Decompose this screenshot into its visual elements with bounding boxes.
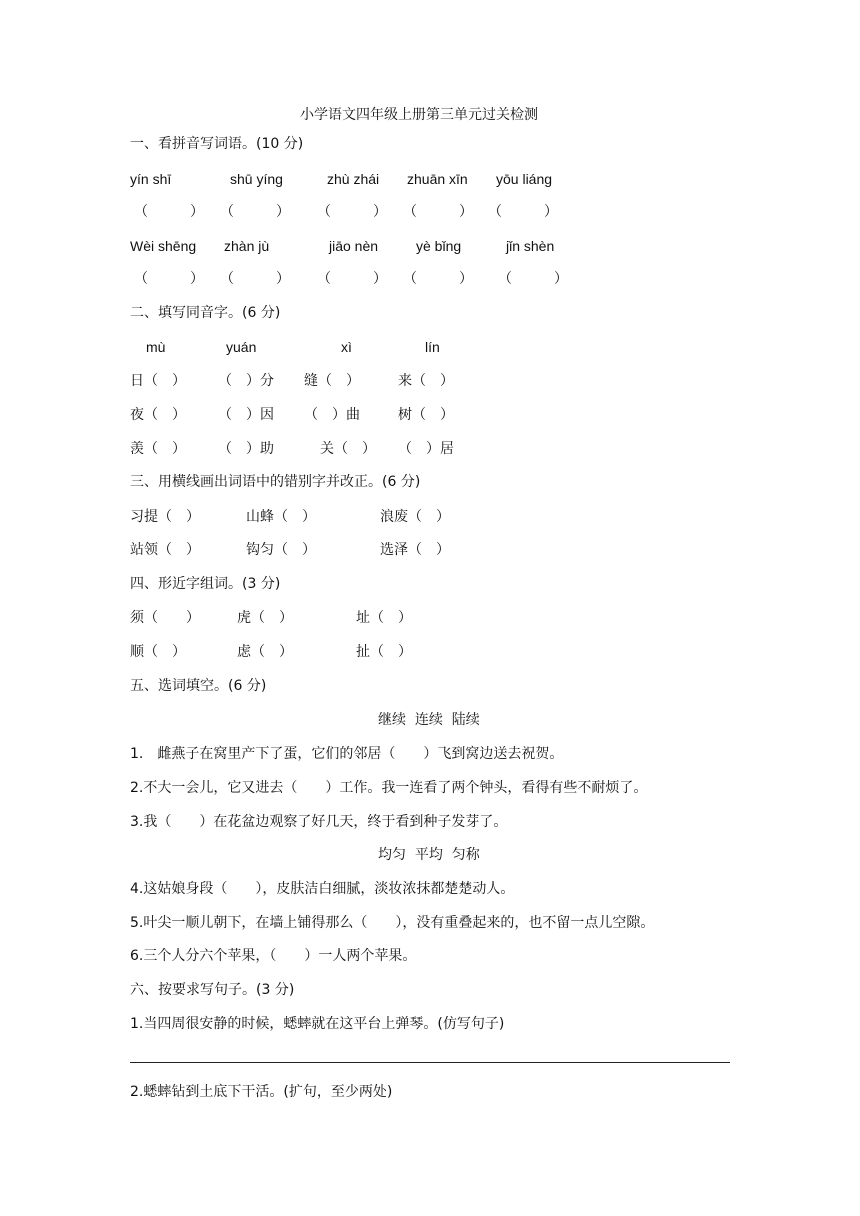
answer-blank[interactable]: （ ） xyxy=(498,271,568,287)
pinyin-item: zhuān xīn xyxy=(407,171,468,187)
similar-char-cell[interactable]: 扯（ ） xyxy=(356,644,412,660)
homophone-cell[interactable]: （ ）分 xyxy=(218,373,274,389)
sentence-question: 1.当四周很安静的时候，蟋蟀就在这平台上弹琴。(仿写句子) xyxy=(130,1016,505,1032)
fill-sentence[interactable]: 3.我（ ）在花盆边观察了好几天，终于看到种子发芽了。 xyxy=(130,814,508,830)
pinyin-item: zhàn jù xyxy=(224,238,270,254)
similar-char-cell[interactable]: 须（ ） xyxy=(130,610,200,626)
pinyin-item: zhù zhái xyxy=(327,171,380,187)
homophone-cell[interactable]: （ ）因 xyxy=(218,407,274,423)
sentence-question: 2.蟋蟀钻到土底下干活。(扩句，至少两处) xyxy=(130,1084,393,1100)
section-6-heading: 六、按要求写句子。(3 分) xyxy=(130,982,295,998)
homophone-cell[interactable]: 来（ ） xyxy=(398,373,454,389)
pinyin-item: shū yíng xyxy=(230,171,283,187)
typo-cell[interactable]: 选泽（ ） xyxy=(380,542,450,558)
answer-blank[interactable]: （ ） xyxy=(403,271,473,287)
section-1-heading: 一、看拼音写词语。(10 分) xyxy=(130,136,304,152)
pinyin-item: jǐn shèn xyxy=(506,238,555,254)
similar-char-cell[interactable]: 虎（ ） xyxy=(237,610,293,626)
homophone-cell[interactable]: 关（ ） xyxy=(320,441,376,457)
homophone-pinyin: mù xyxy=(146,339,166,355)
section-5-heading: 五、选词填空。(6 分) xyxy=(130,678,267,694)
answer-blank[interactable]: （ ） xyxy=(317,271,387,287)
typo-cell[interactable]: 站领（ ） xyxy=(130,542,200,558)
fill-sentence[interactable]: 5.叶尖一顺儿朝下，在墙上铺得那么（ ），没有重叠起来的，也不留一点儿空隙。 xyxy=(130,915,655,931)
answer-blank[interactable]: （ ） xyxy=(403,204,473,220)
pinyin-item: yín shī xyxy=(130,171,172,187)
answer-blank[interactable]: （ ） xyxy=(220,204,290,220)
typo-cell[interactable]: 习提（ ） xyxy=(130,509,200,525)
homophone-cell[interactable]: 夜（ ） xyxy=(130,407,186,423)
fill-sentence[interactable]: 6.三个人分六个苹果，（ ）一人两个苹果。 xyxy=(130,948,417,964)
fill-sentence[interactable]: 4.这姑娘身段（ ），皮肤洁白细腻，淡妆浓抹都楚楚动人。 xyxy=(130,881,515,897)
pinyin-item: yè bǐng xyxy=(416,238,462,254)
homophone-cell[interactable]: 日（ ） xyxy=(130,373,186,389)
homophone-cell[interactable]: 缝（ ） xyxy=(304,373,360,389)
pinyin-item: jiāo nèn xyxy=(329,238,379,254)
homophone-cell[interactable]: （ ）曲 xyxy=(304,407,360,423)
typo-cell[interactable]: 浪废（ ） xyxy=(380,509,450,525)
answer-blank[interactable]: （ ） xyxy=(317,204,387,220)
homophone-cell[interactable]: 羡（ ） xyxy=(130,441,186,457)
homophone-pinyin: lín xyxy=(425,339,440,355)
typo-cell[interactable]: 山蜂（ ） xyxy=(246,509,316,525)
pinyin-item: yōu liáng xyxy=(496,171,553,187)
answer-blank[interactable]: （ ） xyxy=(488,204,558,220)
homophone-pinyin: xì xyxy=(341,339,352,355)
homophone-cell[interactable]: （ ）助 xyxy=(218,441,274,457)
word-choice-group: 均匀 平均 匀称 xyxy=(378,847,480,863)
word-choice-group: 继续 连续 陆续 xyxy=(378,712,480,728)
similar-char-cell[interactable]: 顺（ ） xyxy=(130,644,186,660)
similar-char-cell[interactable]: 虑（ ） xyxy=(237,644,293,660)
fill-sentence[interactable]: 2.不大一会儿，它又进去（ ）工作。我一连看了两个钟头，看得有些不耐烦了。 xyxy=(130,780,648,796)
similar-char-cell[interactable]: 址（ ） xyxy=(356,610,412,626)
fill-sentence[interactable]: 1. 雌燕子在窝里产下了蛋，它们的邻居（ ）飞到窝边送去祝贺。 xyxy=(130,746,564,762)
answer-blank[interactable]: （ ） xyxy=(134,271,204,287)
section-4-heading: 四、形近字组词。(3 分) xyxy=(130,576,281,592)
page-title: 小学语文四年级上册第三单元过关检测 xyxy=(300,107,538,123)
pinyin-item: Wèi shēng xyxy=(130,238,197,254)
typo-cell[interactable]: 钩匀（ ） xyxy=(246,542,316,558)
homophone-cell[interactable]: （ ）居 xyxy=(398,441,454,457)
answer-blank[interactable]: （ ） xyxy=(134,204,204,220)
homophone-pinyin: yuán xyxy=(226,339,257,355)
answer-blank[interactable]: （ ） xyxy=(220,271,290,287)
homophone-cell[interactable]: 树（ ） xyxy=(398,407,454,423)
section-3-heading: 三、用横线画出词语中的错别字并改正。(6 分) xyxy=(130,474,421,490)
section-2-heading: 二、填写同音字。(6 分) xyxy=(130,305,281,321)
answer-line[interactable] xyxy=(130,1062,730,1063)
